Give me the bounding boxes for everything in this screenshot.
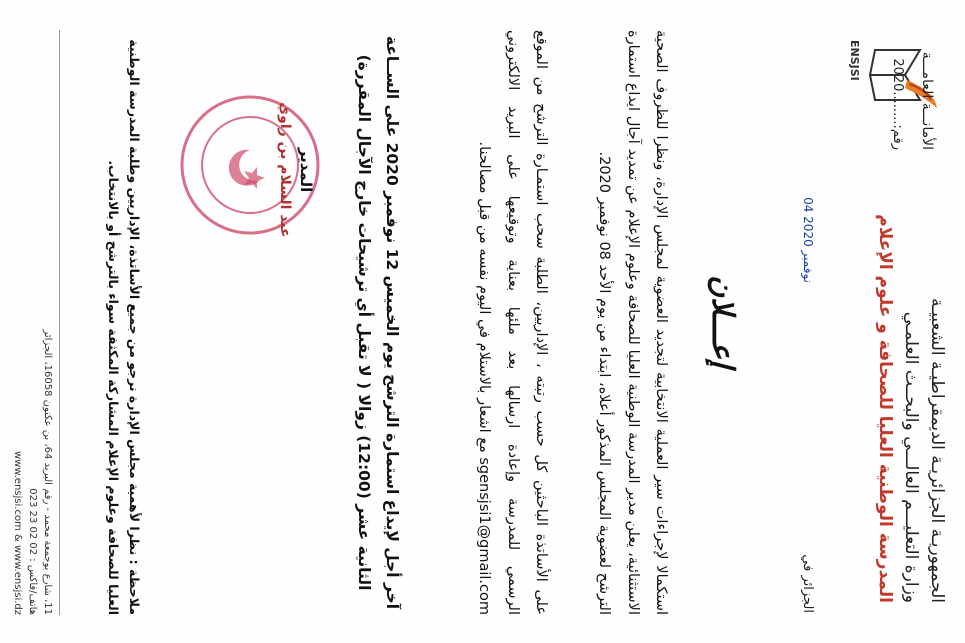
announcement-title: إعـــلان [705, 275, 740, 368]
footer [10, 30, 60, 615]
signature-title: المدير [297, 147, 315, 193]
signature-name: عبد السلام بن زاوي [277, 102, 293, 238]
paragraph-instructions: على الأساتذة الباحثين كل حسب رتبته ، الإداريين، الطلبة سحب استمـارة الترشح من الموقع الرسمي للمدرسة وإعادة ارسالها بعد ملئها بعناية وتوقيعها على البريد الالكتروني sgensjsi1@gmail.com مع اشعار بالاستلام في اليوم نفسه من قبل مصالحنا. [476, 30, 549, 615]
header-school: المدرسة الوطنية العليا للصحافة و علوم الإعلام [875, 214, 895, 603]
general-secretariat: الأمانـــة العامـــة [919, 51, 935, 150]
date-stamp-value: 04 نوفمبر 2020 [801, 197, 815, 283]
note-paragraph: ملاحظة : نظرا لأهمية مجلس الإدارة نرجو من جميع الأساتذة، الإداريين وطلبة المدرسة الوطنية العليا للصحافة وعلوم الإعلام المشاركة المكثفة سواء بالترشح أو بالانتخاب. [105, 39, 142, 615]
header-ministry: وزارة التعليـــم العالـــي والبحــث العلمـي [901, 311, 921, 603]
footer-address: 11، شارع بوجمعة محمد - رقم البريد 64، بن عكنون 16058، الجزائر [42, 329, 53, 615]
logo-text: ENSJSI [848, 40, 861, 81]
paragraph-extension: استكمالا لإجراءات سير العملية الانتخابية لتجديد العضوية لمجلس الإدارة، ونظرا للظروف الصحية الاستثنائية، يعلن مدير المدرسة الوطنية العليا للصحافة وعلوم الإعلام عن تمديد آجال ايداع استمارة الترشح لعضوية المجلس المذكور أعلاه، ابتداء من يوم الأحد 08 نوفمبر 2020. [596, 30, 669, 615]
footer-website: www.ensjsi.com & www.ensjsi.dz [12, 451, 23, 615]
date-label: الجزائر في [800, 554, 815, 613]
reference-number: رقم:........2020 [890, 58, 905, 150]
header-republic: الجمهوريـة الجزائريـة الديمقراطيـة الشعبيـة [927, 298, 947, 603]
footer-phone: هاتف/فاكس : 02 02 23 023 [27, 488, 38, 615]
deadline-notice: آخر أجل لإيداع استمارة الترشح يوم الخميس 12 نوفمبر 2020 على الســاعة الثانية عشر (12:00) زوالا ( لا تقبل أي ترشيحات خارج الآجال المقررة) [355, 35, 401, 610]
